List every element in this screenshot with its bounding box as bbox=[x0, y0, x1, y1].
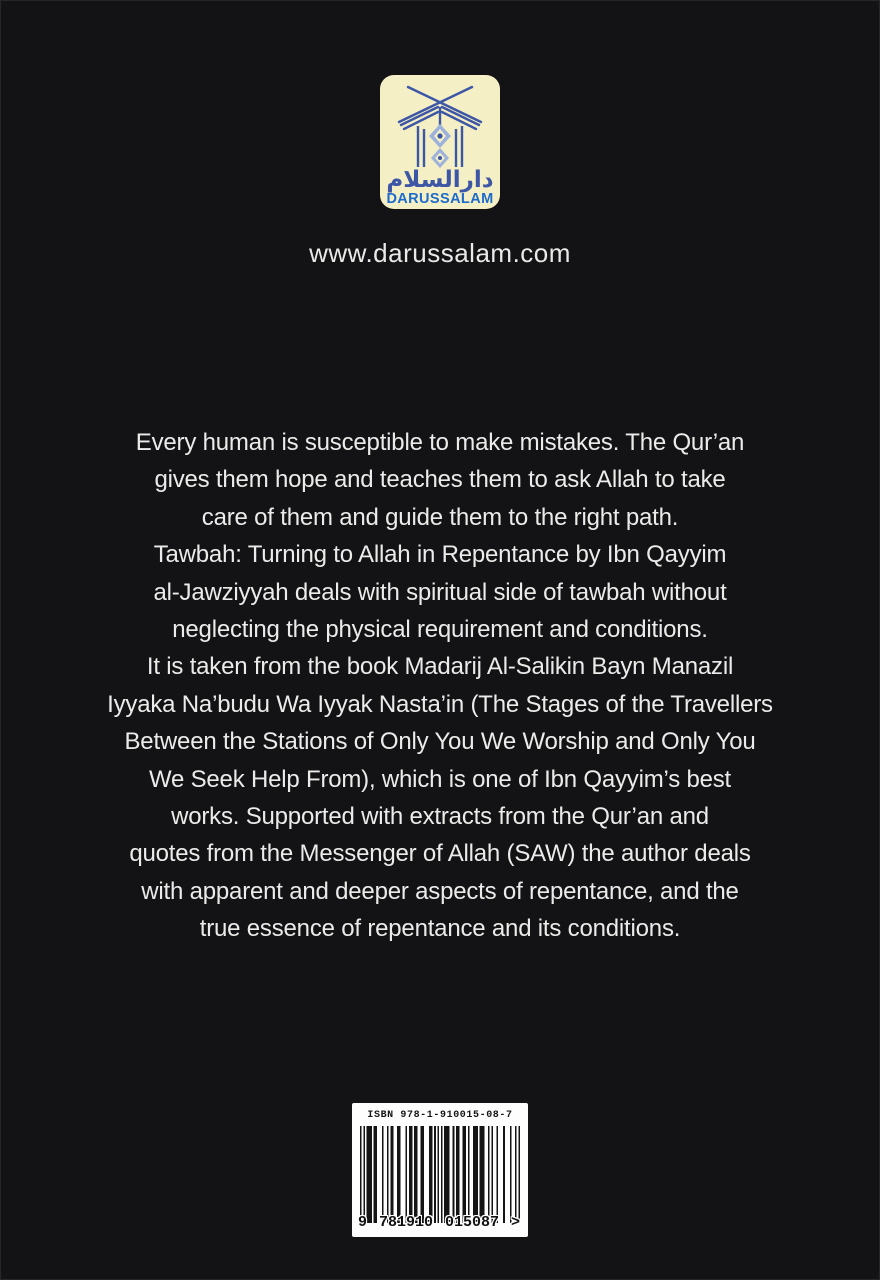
description-line: Iyyaka Na’budu Wa Iyyak Nasta’in (The Stages of the Travellers bbox=[107, 690, 773, 718]
publisher-logo bbox=[379, 74, 501, 210]
barcode-digit-group: 9 bbox=[358, 1214, 368, 1231]
description-line: Tawbah: Turning to Allah in Repentance by Ibn Qayyim bbox=[153, 541, 727, 569]
description-line: quotes from the Messenger of Allah (SAW) the author deals bbox=[129, 840, 751, 868]
barcode-digit-group: 781910 bbox=[378, 1214, 433, 1231]
book-description bbox=[20, 424, 860, 948]
barcode-digits bbox=[358, 1214, 520, 1231]
description-line: gives them hope and teaches them to ask Allah to take bbox=[154, 466, 726, 494]
logo-arabic-calligraphy: دارالسلام bbox=[386, 167, 494, 193]
description-line: true essence of repentance and its conditions. bbox=[199, 915, 681, 943]
publisher-logo-graphic bbox=[379, 74, 501, 210]
barcode-bars bbox=[360, 1126, 520, 1223]
description-line: Every human is susceptible to make mistakes. The Qur’an bbox=[135, 429, 745, 456]
description-line: Between the Stations of Only You We Worship and Only You bbox=[124, 728, 756, 756]
description-line: al-Jawziyyah deals with spiritual side of tawbah without bbox=[153, 578, 727, 606]
website-url: www.darussalam.com bbox=[309, 238, 571, 268]
description-line: works. Supported with extracts from the Qur’an and bbox=[171, 803, 709, 831]
isbn-barcode bbox=[352, 1103, 528, 1237]
description-line: care of them and guide them to the right path. bbox=[201, 503, 679, 531]
description-line: It is taken from the book Madarij Al-Salikin Bayn Manazil bbox=[146, 653, 734, 681]
isbn-label: ISBN 978-1-910015-08-7 bbox=[367, 1110, 513, 1121]
description-line: neglecting the physical requirement and conditions. bbox=[172, 616, 708, 644]
logo-brand-name: DARUSSALAM bbox=[386, 191, 494, 207]
description-line: We Seek Help From), which is one of Ibn Qayyim’s best bbox=[148, 765, 732, 793]
barcode-digit-group: 015087 bbox=[444, 1214, 499, 1231]
description-line: with apparent and deeper aspects of repentance, and the bbox=[141, 877, 739, 905]
barcode-quiet-zone-indicator: > bbox=[510, 1214, 520, 1231]
